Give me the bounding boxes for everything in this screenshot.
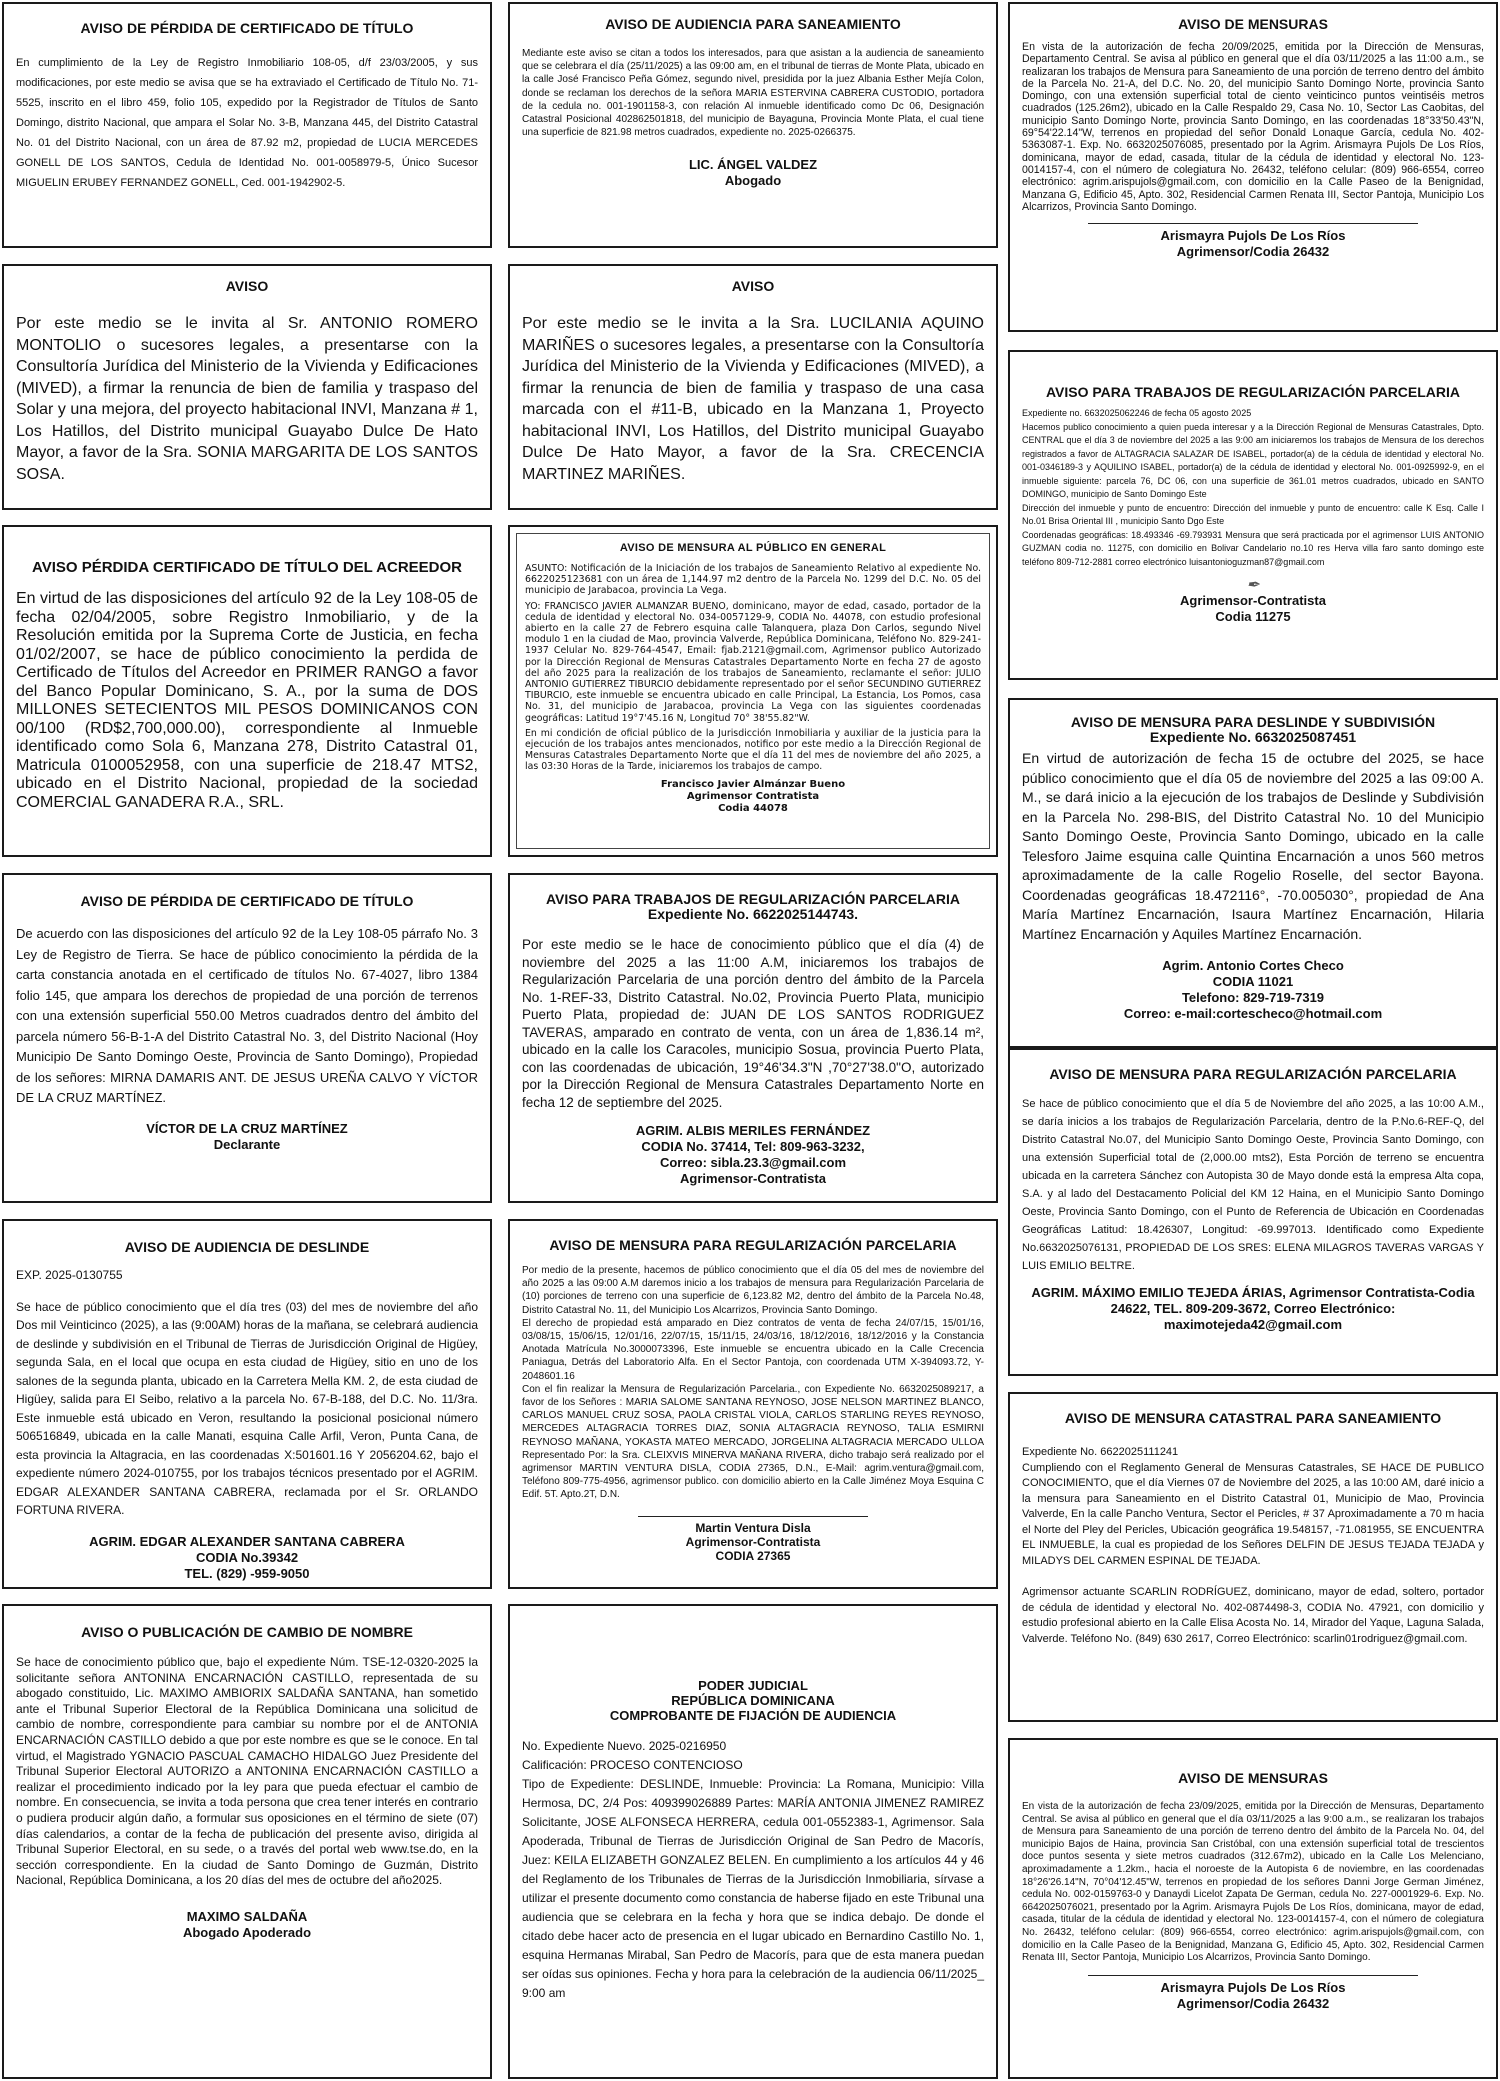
notice-body: EXP. 2025-0130755 [16, 1268, 123, 1282]
notice-lost-title-creditor [2, 525, 492, 857]
notice-title: AVISO PARA TRABAJOS DE REGULARIZACIÓN PARCELARIA [545, 891, 961, 907]
notice-title: AVISO DE MENSURAS [1178, 16, 1328, 32]
notice-body: De acuerdo con las disposiciones del artículo 92 de la Ley 108-05 párrafo No. 3 Ley de Registro de Tierra. Se hace de público conocimiento la pérdida de la carta constancia anotada en el certificado de títulos No. 67-4027, libro 1384 folio 145, que ampara los derechos de propiedad de una porción de terrenos con una extensión superficial 550.00 Metros cuadrados dentro del ámbito del parcela número 56-B-1-A del Distrito Catastral No. 3, del Distrito Nacional (Hoy Municipio De Santo Domingo Oeste, Provincia de Santo Domingo), Propiedad de los señores: MIRNA DAMARIS ANT. DE JESUS UREÑA CALVO Y VÍCTOR DE LA CRUZ MARTÍNEZ. [16, 926, 482, 1105]
notice-body: Por este medio se le invita al Sr. ANTONIO ROMERO MONTOLIO o sucesores legales, a presentarse con la Consultoría Jurídica del Ministerio de la Vivienda y Edificaciones (MIVED), a firmar la renuncia de bien de familia y traspaso del Solar y una mejora, del proyecto habitacional INVI, Manzana # 1, Los Hatillos, del Distrito municipal Guayabo Dulce De Hato Mayor, a favor de la Sra. SONIA MARGARITA DE LOS SANTOS SOSA. [16, 315, 483, 483]
notice-title: AVISO DE MENSURA AL PÚBLICO EN GENERAL [619, 542, 887, 554]
notice-aviso-romero [2, 264, 492, 510]
notice-title: AVISO DE AUDIENCIA DE DESLINDE [124, 1239, 370, 1255]
notice-signature: Agrimensor-Contratista Codia 11275 [1180, 593, 1326, 624]
notice-regularization-puerto-plata [508, 873, 998, 1203]
notice-signature: Martin Ventura Disla Agrimensor-Contratista CODIA 27365 [685, 1520, 821, 1563]
notice-title: AVISO PÉRDIDA CERTIFICADO DE TÍTULO DEL ACREEDOR [31, 559, 463, 576]
notice-signature: AGRIM. EDGAR ALEXANDER SANTANA CABRERA CODIA No.39342 TEL. (829) -959-9050 [89, 1533, 405, 1581]
notice-mensura-public [508, 525, 998, 857]
notice-title: AVISO DE MENSURAS [1178, 1770, 1328, 1786]
notice-title: AVISO [731, 278, 775, 294]
notice-body: Por este medio se le hace de conocimiento público que el día (4) de noviembre del 2025 a las 11:00 A.M, iniciaremos los trabajos de Regularización Parcelaria de una porción dentro del ámbito de la Parcela No. 1-REF-33, Distrito Catastral. No.02, Provincia Puerto Plata, municipio Puerto Plata, propiedad de: JUAN DE LOS SANTOS RODRIGUEZ TAVERAS, amparado en contrato de venta, con un área de 1,836.14 m², ubicado en la calle los Caracoles, municipio Sosua, provincia Puerto Plata, con las coordenadas de ubicación, 19°46'34.3"N ,70°27'38.0"O, autorizado por la Dirección Regional de Mensura Catastrales Departamento Norte en fecha 12 de septiembre del 2025. [522, 937, 988, 1110]
notice-mensuras-2 [1008, 1738, 1498, 2079]
notice-title: AVISO DE MENSURA PARA DESLINDE Y SUBDIVISIÓN [1070, 714, 1436, 730]
notice-lost-title-2 [2, 873, 492, 1203]
notice-title: AVISO DE PÉRDIDA DE CERTIFICADO DE TÍTULO [80, 20, 414, 36]
notice-title: AVISO DE MENSURA PARA REGULARIZACIÓN PARCELARIA [1049, 1066, 1457, 1082]
notice-regularization-santo-domingo-este [1008, 350, 1498, 680]
notice-body: ASUNTO: Notificación de la Iniciación de los trabajos de Saneamiento Relativo al expediente No. 6622025123681 con un área de 1,144.97 m2 dentro de la Parcela No. 1299 del D.C. No. 05 del municipio de Jarabacoa, provincia La Vega. [525, 563, 984, 597]
notice-body: YO: FRANCISCO JAVIER ALMANZAR BUENO, dominicano, mayor de edad, casado, portador de la cedula de identidad y electoral No. 034-0057129-9, CODIA No. 44078, con estudio profesional abierto en la calle 27 de Febrero esquina calle Talanquera, plaza Don Carlos, segundo Nivel modulo 1 en la ciudad de Mao, provincia Valverde, República Dominicana, Teléfono No. 829-241-1937 Celular No. 829-764-4547, Email: fjab.2121@gmail.com, Agrimensor publico Autorizado por la Dirección Regional de Mensuras Catastrales Departamento Norte en fecha 27 de agosto del año 2025 para la realización de los trabajos de Saneamiento, reclamante el señor: JULIO ANTONIO GUTIERREZ TIBURCIO debidamente representado por el señor SECUNDINO GUTIERREZ TIBURCIO, este inmueble se encuentra ubicado en calle Principal, La Estancia, Los Pomos, casa No. 31, del municipio de Jarabacoa, provincia La Vega con las siguientes coordenadas geográficas: Latitud 19°7'45.16 N, Longitud 70° 38'55.82"W. [525, 600, 984, 724]
notice-title: AVISO [225, 278, 269, 294]
notice-signature: VÍCTOR DE LA CRUZ MARTÍNEZ Declarante [146, 1120, 348, 1152]
notice-body: En vista de la autorización de fecha 23/09/2025, emitida por la Dirección de Mensuras, Departamento Central. Se avisa al público en general que el día 03/11/2025 a las 9:00 a.m., se realizaran los trabajos de Mensura para Saneamiento de una porción de terreno dentro del ámbito de la Parcela No. 04, del municipio Bajos de Haina, provincia San Cristóbal, con una extensión superficial total de trescientos doce puntos sesenta y siete metros cuadrados (312.67m2), ubicado en la Calle Los Melenciano, aproximadamente a 1.2km., hacia el noroeste de la Autopista 6 de noviembre, en las coordenadas 18°26'26.14"N, 70°04'12.45"W, terrenos en propiedad de los señores Danni Jorge German Jiménez, cedula No. 002-0159763-0 y Danaydi Licelot Zapata De German, cedula No. 227-0001929-6. Exp. No. 6642025076021, presentado por la Agrim. Arismayra Pujols De Los Ríos, dominicana, mayor de edad, casada, titular de la cédula de identidad y electoral No. 123-0014157-4, con el número de colegiatura No. 26432, teléfono celular: (809) 966-6554, correo electrónico: agrim.arispujols@gmail.com, con domicilio en la Calle Paseo de la Benignidad, Manzana G, Edificio 45, Apto. 302, Residencial Carmen Renata III, Sector Pantoja, Municipio Los Alcarrizos, Provincia Santo Domingo. [1022, 1801, 1487, 1964]
notice-sanitation-hearing [508, 2, 998, 248]
notice-body: Mediante este aviso se citan a todos los interesados, para que asistan a la audiencia de saneamiento que se celebrara el día (25/11/2025) a las 09:00 am, en el tribunal de tierras de Monte Plata, ubicado en la calle José Francisco Peña Gómez, segundo nivel, presidida por la juez Albania Esther Mejía Colon, donde se reclaman los derechos de la señora MARIA ESTERVINA CABRERA CUSTODIO, portadora de la cedula no. 001-1901158-3, con relación Al inmueble identificado como Dc 06, Designación Catastral Posicional 402862501818, del municipio de Bayaguna, Provincia Monte Plata, el cual tiene una superficie de 821.98 metros cuadrados, expediente no. 2025-0266375. [522, 48, 987, 139]
notice-title: AVISO O PUBLICACIÓN DE CAMBIO DE NOMBRE [81, 1624, 413, 1640]
notice-title: AVISO PARA TRABAJOS DE REGULARIZACIÓN PARCELARIA [1045, 384, 1461, 400]
notice-title: PODER JUDICIAL REPÚBLICA DOMINICANA COMPROBANTE DE FIJACIÓN DE AUDIENCIA [609, 1678, 897, 1723]
signature-line [1088, 1975, 1418, 1976]
notice-body: Se hace de conocimiento público que, bajo el expediente Núm. TSE-12-0320-2025 la solicitante señora ANTONINA ENCARNACIÓN CASTILLO, representada de su abogado constituido, Lic. MAXIMO AMBIORIX SALDAÑA SANTANA, han sometido ante el Tribunal Superior Electoral de la República Dominicana una solicitud de cambio de nombre, correspondiente para cambiar su nombre por el de ANTONIA ENCARNACIÓN CASTILLO debido a que por este nombre es que se le conoce. En tal virtud, el Magistrado YGNACIO PASCUAL CAMACHO HIDALGO Juez Presidente del Tribunal Superior Electoral AUTORIZO a ANTONINA ENCARNACIÓN CASTILLO a realizar el procedimiento indicado por la ley para que pueda efectuar el cambio de nombre. En consecuencia, se invita a toda persona que crea tener interés en contrario o pudiera producir algún daño, a formular sus oposiciones en el término de siete (07) días calendarios, a contar de la fecha de publicación del presente aviso, dirigida al Tribunal Superior Electoral, en su sede, o a través del portal web www.tse.do, en la sección correspondiente. En la ciudad de Santo Domingo de Guzmán, Distrito Nacional, República Dominicana, a los 20 días del mes de octubre del año2025. [16, 1655, 482, 1888]
notice-title: AVISO DE PÉRDIDA DE CERTIFICADO DE TÍTULO [80, 893, 414, 909]
notice-body: En vista de la autorización de fecha 20/09/2025, emitida por la Dirección de Mensuras, Departamento Central. Se avisa al público en general que el día 03/11/2025 a las 11:00 a.m., se realizaran los trabajos de Mensura para Saneamiento de una porción de terreno dentro del ámbito de la Parcela No. 21-A, del D.C. No. 20, del municipio Santo Domingo Norte, provincia Santo Domingo, con una extensión superficial total de ciento veinticinco puntos veintiséis metros cuadrados (125.26m2), ubicado en la Calle Respaldo 29, Casa No. 10, Sector Las Caobitas, del municipio Santo Domingo Norte, provincia Santo Domingo, en las coordenadas 18°33'50.43"N, 69°54'22.14"W, terrenos en propiedad del señor Donald Lonaque García, cedula No. 402-5363087-1. Exp. No. 6632025076085, presentado por la Agrim. Arismayra Pujols De Los Ríos, dominicana, mayor de edad, casada, titular de la cédula de identidad y electoral No. 123-0014157-4, con el número de colegiatura No. 26432, teléfono celular: (809) 966-6554, correo electrónico: agrim.arispujols@gmail.com, con domicilio en la Calle Paseo de la Benignidad, Manzana G, Edificio 45, Apto. 302, Residencial Carmen Renata III, Sector Pantoja, Municipio Los Alcarrizos, Provincia Santo Domingo. [1022, 41, 1487, 213]
notice-signature: Agrim. Antonio Cortes Checo CODIA 11021 Telefono: 829-719-7319 Correo: e-mail:cortescheco@hotmail.com [1123, 958, 1383, 1021]
notice-hearing-certificate [508, 1604, 998, 2079]
notice-name-change [2, 1604, 492, 2079]
notice-regularization-alcarrizos [508, 1219, 998, 1589]
notice-signature: Francisco Javier Almánzar Bueno Agrimensor Contratista Codia 44078 [660, 778, 846, 814]
notice-subtitle: Expediente No. 6632025087451 [1149, 729, 1357, 745]
notice-deslinde-hearing [2, 1219, 492, 1589]
notice-title: AVISO DE MENSURA CATASTRAL PARA SANEAMIENTO [1064, 1410, 1442, 1426]
notice-mensuras-1 [1008, 2, 1498, 332]
notice-body: Por medio de la presente, hacemos de público conocimiento que el día 05 del mes de noviembre del año 2025 a las 09:00 A.M daremos inicio a los trabajos de mensura para Regularización Parcelaria de (10) porciones de terreno con una superficie de 6,123.82 M2, dentro del ámbito de la Parcela No.48, Distrito Catastral No. 11, del Municipio Los Alcarrizos, Provincia Santo Domingo. [522, 1265, 987, 1316]
notice-body: El derecho de propiedad está amparado en Diez contratos de venta de fecha 24/07/15, 15/01/16, 03/08/15, 15/06/15, 12/01/16, 22/07/15, 15/11/15, 24/03/16, 18/12/2016, 18/12/2016 y la Constancia Anotada Matrícula No.3000073396, Este inmueble se encuentra ubicado en la Calle Crecencia Paniagua, Detrás del Laboratorio Alfa. En el Sector Pantoja, con coordenada UTM X-394093.72, Y-2048601.16 [522, 1317, 987, 1382]
notice-subtitle: Expediente No. 6622025144743. [647, 906, 859, 922]
notice-body: Expediente No. 6622025111241 Cumpliendo con el Reglamento General de Mensuras Catastrales, SE HACE DE PUBLICO CONOCIMIENTO, que el día Viernes 07 de Noviembre del 2025, a las 10:00 AM, daré inicio a la mensura para Saneamiento en el Distrito Catastral 01, Municipio de Mao, Provincia Valverde, En la calle Pancho Ventura, Sector el Pericles, # 37 Aproximadamente a 70 m hacia el Norte del Pley del Pericles, Ubicación geográfica 19.548157, -71.081955, SE ENCUENTRA EL INMUEBLE, la cual es propiedad de los Señores DELFIN DE JESUS TEJADA TEJADA y MILADYS DEL CARMEN ESPINAL DE TEJADA. [1022, 1446, 1484, 1567]
signature-line [638, 1516, 868, 1517]
notice-cadastral-sanitation [1008, 1392, 1498, 1722]
notice-deslinde-subdivision [1008, 698, 1498, 1048]
notice-body: Se hace de público conocimiento que el día tres (03) del mes de noviembre del año Dos mil Veinticinco (2025), a las (9:00AM) horas de la mañana, se celebrará audiencia de deslinde y subdivisión en el Tribunal de Tierras de Jurisdicción Original de Higüey, segunda Sala, en el local que ocupa en esta ciudad de Higüey, sitio en uno de los salones de la segunda planta, ubicado en la Carretera Mella KM. 2, de esta ciudad de Higüey, salida para El Seibo, relativo a la parcela No. 67-B-188, del D.C. No. 11/3ra. Este inmueble está ubicado en Veron, resultando la posicional posicional número 506516849, ubicada en la calle Manati, esquina Calle Arfil, Veron, Punta Cana, de esta provincia la Altagracia, en las coordenadas X:501601.16 Y 2056204.62, bajo el expediente número 2024-010755, por los trabajos técnicos presentado por el AGRIM. EDGAR ALEXANDER SANTANA CABRERA, reclamada por el Sr. ORLANDO FORTUNA RIVERA. [16, 1299, 482, 1518]
notice-signature: AGRIM. ALBIS MERILES FERNÁNDEZ CODIA No. 37414, Tel: 809-963-3232, Correo: sibla.23.3@gmail.com Agrimensor-Contratista [635, 1123, 871, 1186]
notice-title: AVISO DE AUDIENCIA PARA SANEAMIENTO [605, 16, 901, 32]
notice-body: En virtud de autorización de fecha 15 de octubre del 2025, se hace público conocimiento que el día 05 de noviembre del 2025 a las 09:00 A. M., se dará inicio a la ejecución de los trabajos de Deslinde y Subdivisión en la Parcela No. 298-BIS, del Distrito Catastral No. 10 del Municipio Santo Domingo Oeste, Provincia Santo Domingo, ubicado en la calle Telesforo Jaime esquina calle Quintina Encarnación a unos 560 metros aproximadamente de la calle Rogelio Roselle, del sector Bayona. Coordenadas geográficas 18.472116°, -70.005030°, propiedad de Ana María Martínez Encarnación, Isaura Martínez Encarnación, Hilaria Martínez Encarnación y Aquiles Martínez Encarnación. [1022, 750, 1488, 942]
notice-body: Se hace de público conocimiento que el día 5 de Noviembre del año 2025, a las 10:00 A.M., se daría inicios a los trabajos de Regularización Parcelaria, dentro de la P.No.6-REF-Q, del Distrito Catastral No.07, del Municipio Santo Domingo Oeste, Provincia Santo Domingo, con una extensión Superficial total de (2,000.00 mts2), Esta Porción de terreno se encuentra ubicada en la carretera Sánchez con Autopista 30 de Mayo donde está la empresa Alta copa, S.A. y al lado del Destacamento Policial del KM 12 Haina, en el Municipio Santo Domingo Oeste, Provincia Santo Domingo, con el Punto de Referencia de Ubicación en Coordenadas Geográficas Latitud: 18.426307, Longitud: -69.997013. Identificado como Expediente No.6632025076131, PROPIEDAD DE LOS SRES: ELENA MILAGROS TAVERAS VARGAS Y LUIS EMILIO BELTRE. [1022, 1098, 1488, 1272]
notice-body: Expediente no. 6632025062246 de fecha 05 agosto 2025 Hacemos publico conocimiento a quien pueda interesar y a la Dirección Regional de Mensuras Catastrales, Dpto. CENTRAL que el día 3 de noviembre del 2025 a las 9:00 am iniciaremos los trabajos de Mensura de los derechos registrados a favor de ALTAGRACIA SALAZAR DE ISABEL, portador(a) de la cédula de identidad y electoral No. 001-0346189-3 y AQUILINO ISABEL, portador(a) de la cédula de identidad y electoral No. 001-0925992-9, en el inmueble siguiente: parcela 76, DC 06, con una superficie de 361.01 metros cuadrados, ubicado en SANTO DOMINGO, municipio de Santo Domingo Este Dirección del inmueble y punto de encuentro: Dirección del inmueble y punto de encuentro: calle K Esq. Calle I No.01 Brisa Oriental III , municipio Santo Dgo Este Coordenadas geográficas: 18.493346 -69.793931 Mensura que será practicada por el agrimensor LUIS ANTONIO GUZMAN codia no. 11275, con domicilio en Bolivar Candelario no.10 res Herva villa faro santo domingo este teléfono 809-712-2881 correo electrónico luisantonioguzman87@gmail.com [1022, 408, 1484, 567]
signature-line [1088, 223, 1418, 224]
notice-lost-title-1 [2, 2, 492, 248]
notice-body: Por este medio se le invita a la Sra. LUCILANIA AQUINO MARIÑES o sucesores legales, a presentarse con la Consultoría Jurídica del Ministerio de la Vivienda y Edificaciones (MIVED), a firmar la renuncia de bien de familia y traspaso de una casa marcada con el #11-B, ubicado en la Manzana 1, Proyecto habitacional INVI, Los Hatillos, del Distrito municipal Guayabo Dulce De Hato Mayor, a favor de la Sra. CRECENCIA MARTINEZ MARIÑES. [522, 315, 989, 483]
notice-signature: MAXIMO SALDAÑA Abogado Apoderado [182, 1908, 312, 1940]
notice-signature: Arismayra Pujols De Los Ríos Agrimensor/Codia 26432 [1160, 228, 1346, 260]
notice-body: En virtud de las disposiciones del artículo 92 de la Ley 108-05 de fecha 02/04/2005, sobre Registro Inmobiliario, y de la Resolución emitida por la Suprema Corte de Justicia, en fecha 01/02/2007, se hace de público conocimiento la perdida de Certificado de Títulos del Acreedor en PRIMER RANGO a favor del Banco Popular Dominicano, S. A., por la suma de DOS MILLONES SETECIENTOS MIL PESOS DOMINICANOS CON 00/100 (RD$2,700,000.00), correspondiente al Inmueble identificado como Sola 6, Manzana 278, Distrito Catastral 01, Matricula 0100052958, con una superficie de 218.47 MTS2, ubicado en el Distrito Nacional, propiedad de la sociedad COMERCIAL GANADERA R.A., SRL. [16, 590, 483, 811]
notice-signature: LIC. ÁNGEL VALDEZ Abogado [688, 157, 818, 189]
notice-aviso-aquino [508, 264, 998, 510]
notice-body: No. Expediente Nuevo. 2025-0216950 Calificación: PROCESO CONTENCIOSO Tipo de Expediente: DESLINDE, Inmueble: Provincia: La Romana, Municipio: Villa Hermosa, DC, 2/4 Pos: 409399026889 Partes: MARÍA ANTONIA JIMENEZ RAMIREZ Solicitante, JOSE ALFONSECA HERRERA, cedula 001-0552383-1, Agrimensor. Sala Apoderada, Tribunal de Tierras de Jurisdicción Original de San Pedro de Macorís, Juez: KEILA ELIZABETH GONZALEZ BELEN. En cumplimiento a los artículos 44 y 46 del Reglamento de los Tribunales de Tierras de la Jurisdicción Inmobiliaria, sírvase a utilizar el presente documento como constancia de haberse fijado en este Tribunal una audiencia que se celebrara en la fecha y hora que se indica debajo. De donde el citado debe hacer acto de presencia en el lugar ubicado en Bernardino Castillo No. 1, esquina Hermanas Mirabal, San Pedro de Macorís, para que de esta manera puedan ser oídas sus opiniones. Fecha y hora para la celebración de la audiencia 06/11/2025_ 9:00 am [522, 1739, 984, 2000]
notice-signature: AGRIM. MÁXIMO EMILIO TEJEDA ÁRIAS, Agrimensor Contratista-Codia 24622, TEL. 809-209-3672, Correo Electrónico: maximotejeda42@gmail.com [1031, 1285, 1475, 1332]
notice-body: Con el fin realizar la Mensura de Regularización Parcelaria., con Expediente No. 6632025089217, a favor de los Señores : MARIA SALOME SANTANA REYNOSO, JOSE NELSON MARTINEZ BLANCO, CARLOS MANUEL CRUZ SOSA, PAOLA CRISTAL VIOLA, CARLOS STARLING REYES REYNOSO, MERCEDES ALTAGRACIA TORRES DIAZ, SONIA ALTAGRACIA REYNOSO, TALIA ESMIRNI REYNOSO MAÑANA, YOKASTA MATEO MERCADO, JORGELINA ALTAGRACIA MERCADO ULLOA Representado Por: la Sra. CLEIXVIS MINERVA MAÑANA RIVERA, dicho trabajo será realizado por el agrimensor MARTIN VENTURA DISLA, CODIA 27365, D.N., E-Mail: agrim.ventura@gmail.com, Teléfono 809-775-4956, agrimensor publico. con domicilio abierto en la Calle Jiménez Moya Esquina C Edif. 5T. Apto.2T, D.N. [522, 1383, 987, 1501]
notice-body: En mi condición de oficial público de la Jurisdicción Inmobiliaria y auxiliar de la justicia para la ejecución de los trabajos antes mencionados, notifico por este medio a la Dirección Regional de Mensuras Catastrales Departamento Norte que el día 11 del mes de noviembre del año 2025, a las 03:30 Horas de la Tarde, iniciaremos los trabajos de campo. [525, 727, 984, 773]
notice-title: AVISO DE MENSURA PARA REGULARIZACIÓN PARCELARIA [549, 1237, 957, 1253]
notice-body: En cumplimiento de la Ley de Registro Inmobiliario 108-05, d/f 23/03/2005, y sus modificaciones, por este medio se avisa que se ha extraviado el Certificado de Título No. 71-5525, inscrito en el libro 459, folio 105, expedido por la Registrador de Títulos de Santo Domingo, distrito Nacional, que ampara el Solar No. 3-B, Manzana 445, del Distrito Catastral No. 01 del Distrito Nacional, con un área de 87.92 m2, propiedad de LUCIA MERCEDES GONELL DE LOS SANTOS, Cedula de Identidad No. 001-0058979-5, Único Sucesor MIGUELIN ERUBEY FERNANDEZ GONELL, Ced. 001-1942902-5. [16, 57, 482, 189]
signature-scribble: ✒ [1246, 577, 1260, 594]
notice-body: Agrimensor actuante SCARLIN RODRÍGUEZ, dominicano, mayor de edad, soltero, portador de cédula de identidad y electoral No. 402-0874498-3, CODIA No. 47921, con domicilio y estudio profesional abierto en la Calle Elisa Acosta No. 14, Mirador del Yaque, Laguna Salada, Valverde. Teléfono No. (849) 630 2617, Correo Electrónico: scarlin01rodriguez@gmail.com. [1022, 1586, 1488, 1645]
notice-inner-frame [516, 533, 990, 849]
notice-signature: Arismayra Pujols De Los Ríos Agrimensor/Codia 26432 [1160, 1979, 1346, 2011]
notice-regularization-km12 [1008, 1048, 1498, 1376]
